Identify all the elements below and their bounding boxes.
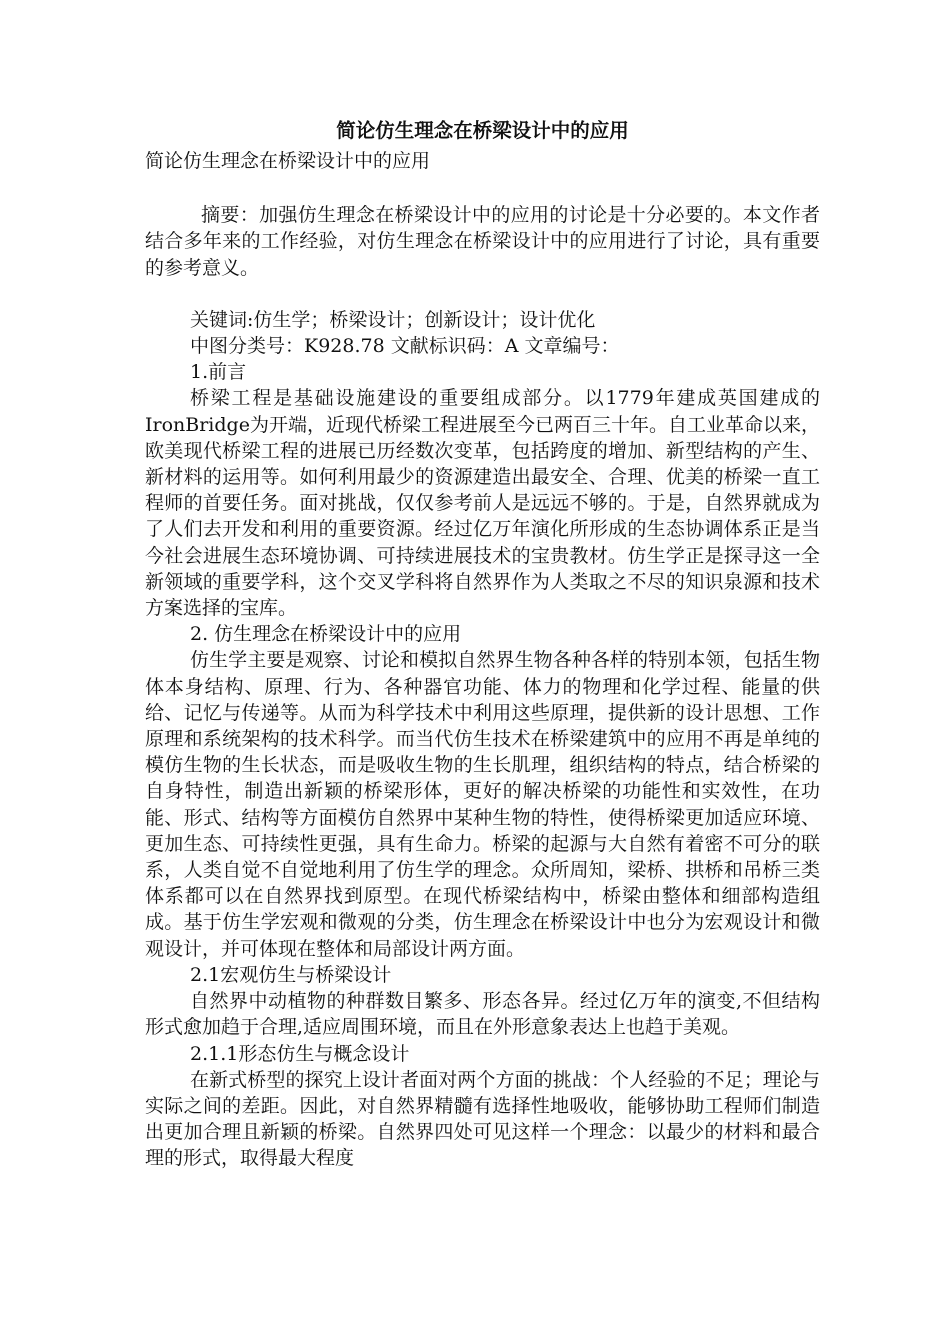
spacer [145,281,820,307]
section-heading-macro-bionics: 2.1宏观仿生与桥梁设计 [190,963,392,986]
classification-line: 中图分类号：K928.78 文献标识码：A 文章编号： [190,335,620,358]
macro-bionics-paragraph: 自然界中动植物的种群数目繁多、形态各异。经过亿万年的演变,不但结构形式愈加趋于合理,适应周围环境，而且在外形意象表达上也趋于美观。 [145,990,820,1039]
document-body [145,118,820,1172]
section-heading-form-bionics: 2.1.1形态仿生与概念设计 [190,1042,410,1065]
intro-paragraph: 桥梁工程是基础设施建设的重要组成部分。以1779年建成英国建成的IronBridge为开端，近现代桥梁工程进展至今已两百三十年。自工业革命以来，欧美现代桥梁工程的进展已历经数次变革，包括跨度的增加、新型结构的产生、新材料的运用等。如何利用最少的资源建造出最安全、合理、优美的桥梁一直工程师的首要任务。面对挑战，仅仅参考前人是远远不够的。于是，自然界就成为了人们去开发和利用的重要资源。经过亿万年演化所形成的生态协调体系正是当今社会进展生态环境协调、可持续进展技术的宝贵教材。仿生学正是探寻这一全新领域的重要学科，这个交叉学科将自然界作为人类取之不尽的知识泉源和技术方案选择的宝库。 [145,387,820,620]
bionics-application-paragraph: 仿生学主要是观察、讨论和模拟自然界生物各种各样的特别本领，包括生物体本身结构、原理、行为、各种器官功能、体力的物理和化学过程、能量的供给、记忆与传递等。从而为科学技术中利用这些原理，提供新的设计思想、工作原理和系统架构的技术科学。而当代仿生技术在桥梁建筑中的应用不再是单纯的模仿生物的生长状态，而是吸收生物的生长肌理，组织结构的特点，结合桥梁的自身特性，制造出新颖的桥梁形体，更好的解决桥梁的功能性和实效性，在功能、形式、结构等方面模仿自然界中某种生物的特性，使得桥梁更加适应环境、更加生态、可持续性更强，具有生命力。桥梁的起源与大自然有着密不可分的联系，人类自觉不自觉地利用了仿生学的理念。众所周知，梁桥、拱桥和吊桥三类体系都可以在自然界找到原型。在现代桥梁结构中，桥梁由整体和细部构造组成。基于仿生学宏观和微观的分类，仿生理念在桥梁设计中也分为宏观设计和微观设计，并可体现在整体和局部设计两方面。 [145,649,820,960]
section-heading-bionics-application: 2. 仿生理念在桥梁设计中的应用 [190,623,462,646]
spacer [145,174,820,202]
document-subtitle: 简论仿生理念在桥梁设计中的应用 [145,150,431,172]
section-heading-intro: 1.前言 [190,361,247,384]
form-bionics-paragraph: 在新式桥型的探究上设计者面对两个方面的挑战：个人经验的不足；理论与实际之间的差距。因此，对自然界精髓有选择性地吸收，能够协助工程师们制造出更加合理且新颖的桥梁。自然界四处可见这样一个理念：以最少的材料和最合理的形式，取得最大程度 [145,1068,820,1170]
document-title: 简论仿生理念在桥梁设计中的应用 [336,119,629,142]
keywords-line: 关键词:仿生学；桥梁设计；创新设计；设计优化 [190,308,596,331]
abstract-paragraph: 摘要：加强仿生理念在桥梁设计中的应用的讨论是十分必要的。本文作者结合多年来的工作经验，对仿生理念在桥梁设计中的应用进行了讨论，具有重要的参考意义。 [145,204,820,279]
